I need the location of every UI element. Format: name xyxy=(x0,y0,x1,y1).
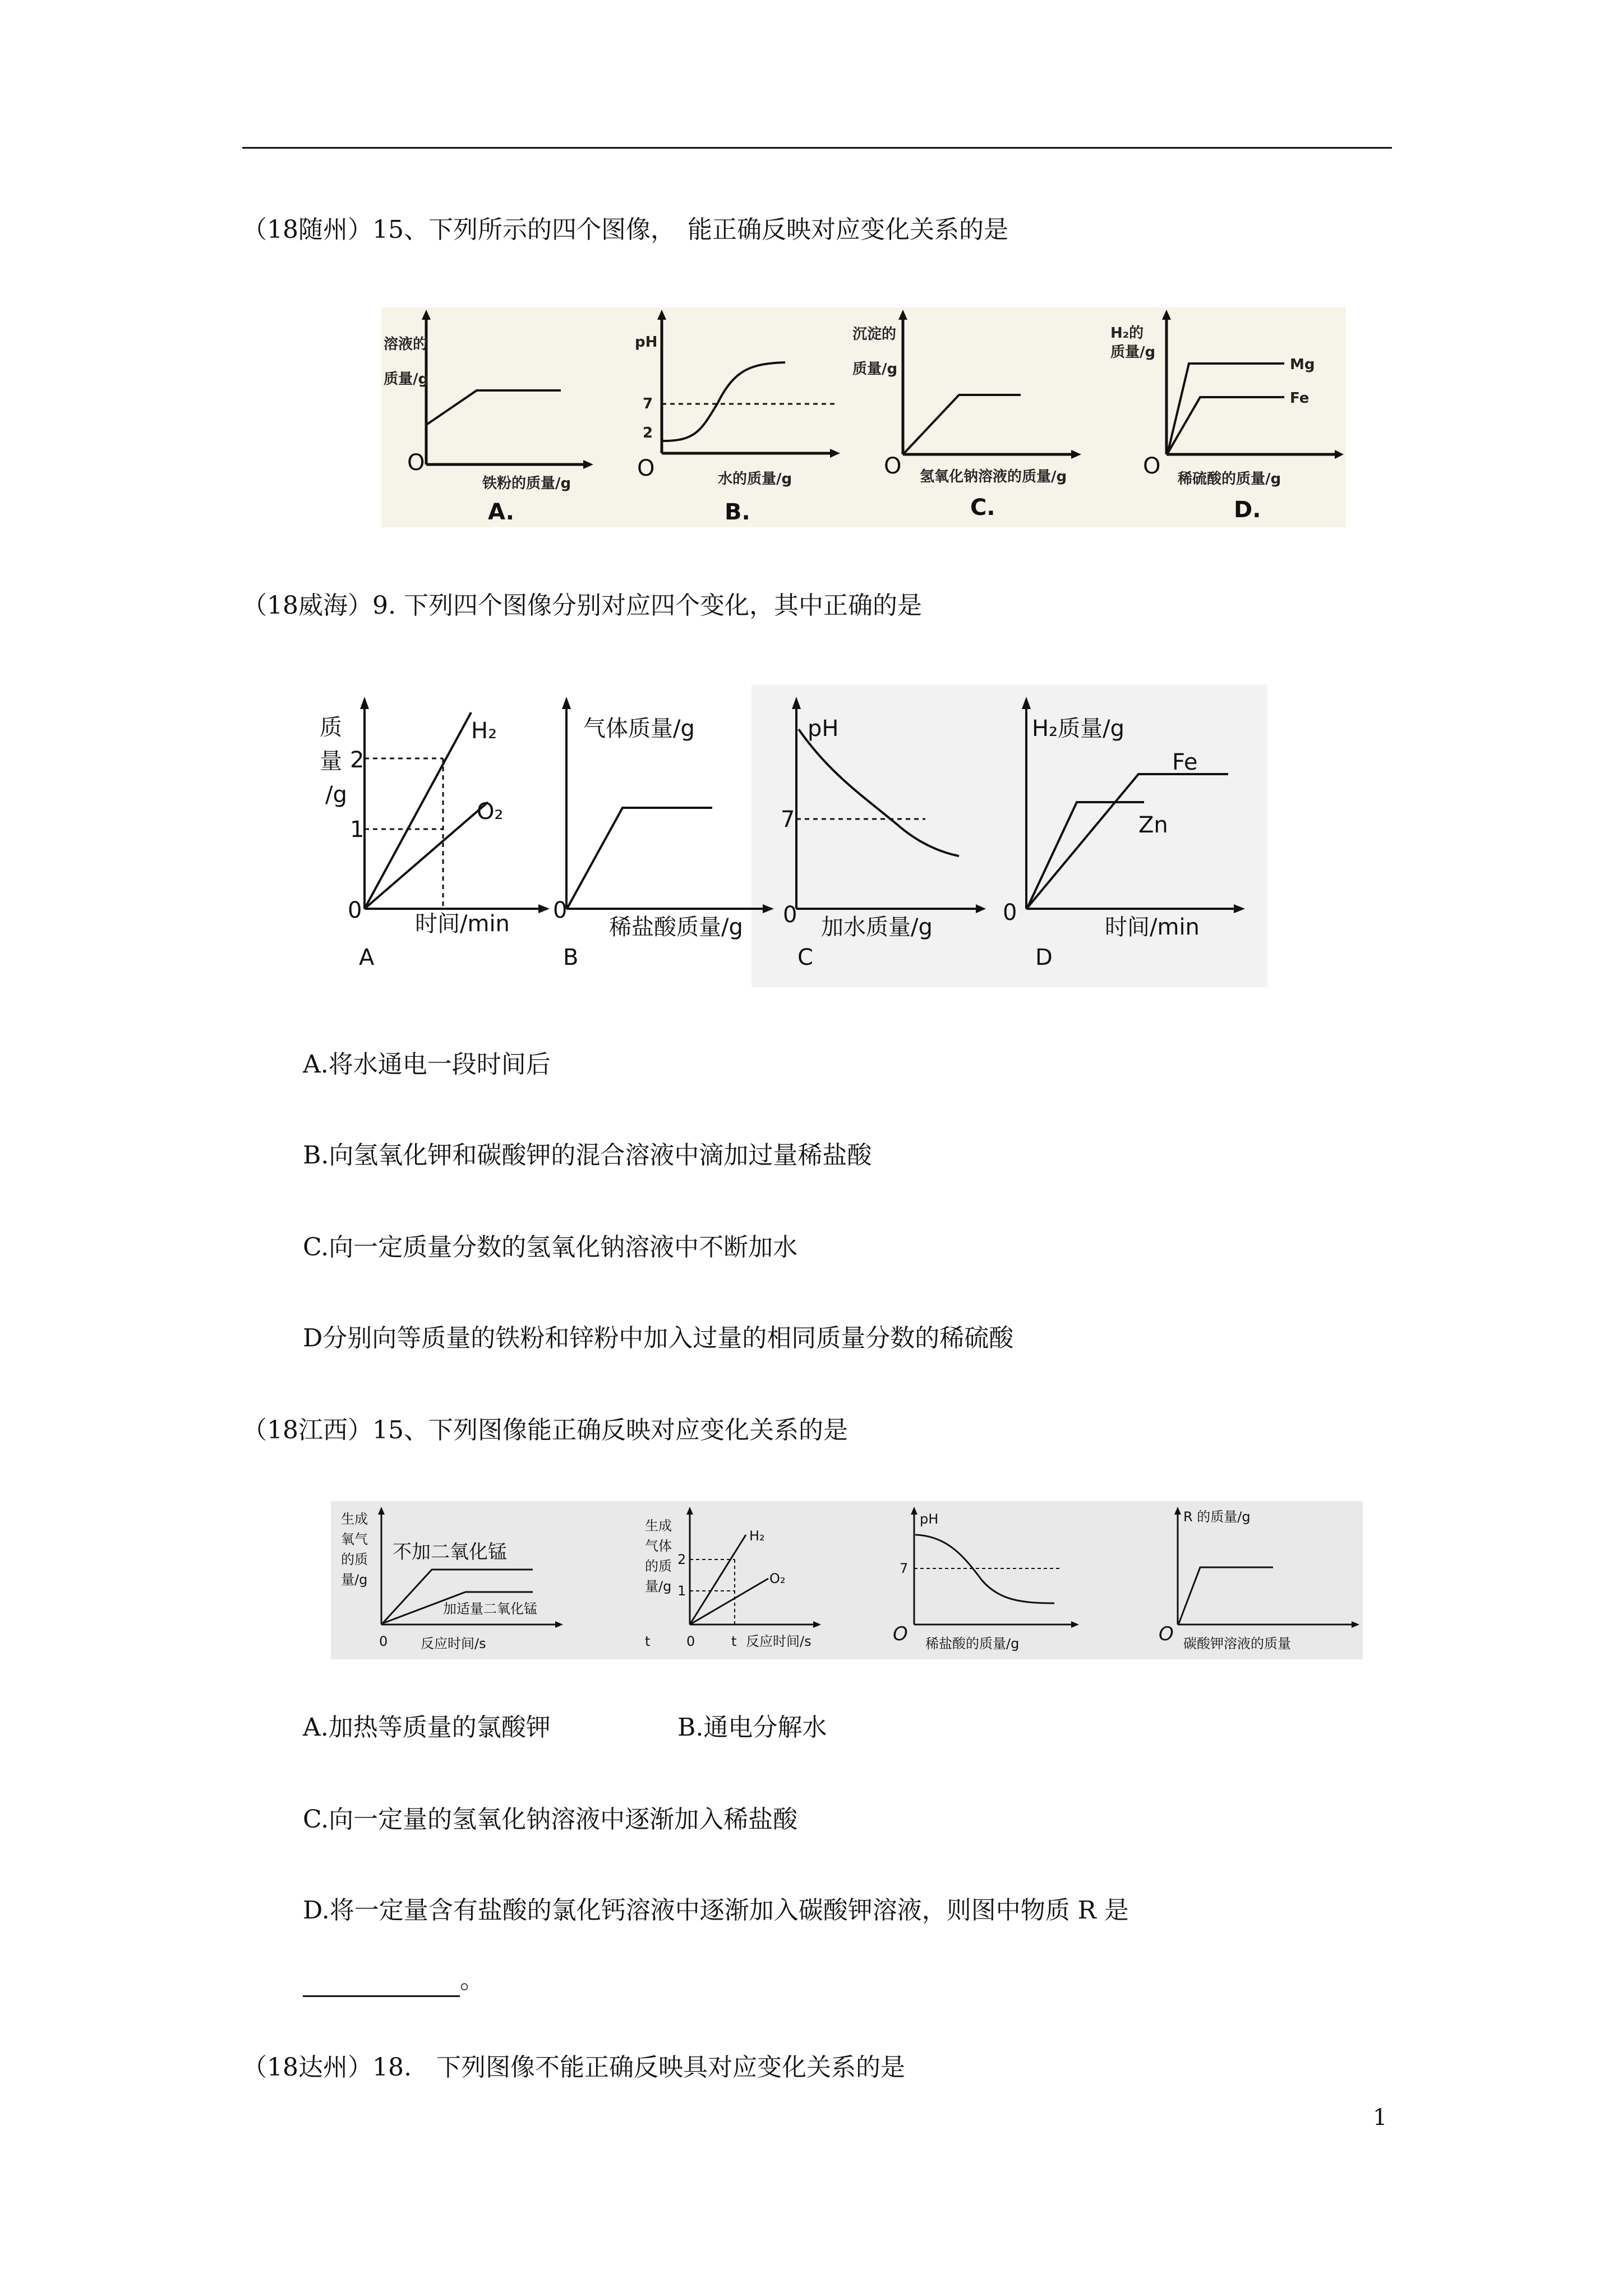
q2-d-series-zn: Zn xyxy=(1138,812,1168,838)
q3-1-series-without-mno2: 不加二氧化锰 xyxy=(393,1541,507,1563)
q1-c-xlabel: 氢氧化钠溶液的质量/g xyxy=(920,468,1067,485)
q3-2-ylabel2: 气体 xyxy=(645,1538,672,1554)
q3-4-origin: O xyxy=(1159,1623,1174,1645)
q3-1-ylabel2: 氧气 xyxy=(341,1531,368,1547)
q3-2-xtick-t: t xyxy=(731,1634,737,1649)
question-stem: （18达州）18. 下列图像不能正确反映具对应变化关系的是 xyxy=(242,2053,905,2082)
answer-line xyxy=(303,1963,485,1997)
q2-a-series-o2: O₂ xyxy=(477,799,504,825)
question-stem: （18威海）9. 下列四个图像分别对应四个变化，其中正确的是 xyxy=(242,591,922,620)
q2-b-xlabel: 稀盐酸质量/g xyxy=(609,914,743,940)
q1-c-ylabel2: 质量/g xyxy=(852,361,898,378)
q2-a-letter: A xyxy=(359,945,375,970)
option-d: D.将一定量含有盐酸的氯化钙溶液中逐渐加入碳酸钾溶液，则图中物质 R 是 xyxy=(303,1896,1129,1925)
option-b: B.通电分解水 xyxy=(677,1713,827,1742)
q3-2-origin: 0 xyxy=(686,1634,695,1649)
q2-d-xlabel: 时间/min xyxy=(1105,914,1200,940)
q3-1-ylabel1: 生成 xyxy=(341,1511,368,1527)
chart-q2-a xyxy=(320,697,550,970)
q2-a-ylabel2: 量 xyxy=(320,748,342,774)
answer-blank[interactable] xyxy=(303,1973,460,1997)
q2-a-series-h2: H₂ xyxy=(471,718,497,744)
page-number: 1 xyxy=(1373,2105,1387,2131)
figure-q1 xyxy=(381,307,1346,527)
option-a: A.加热等质量的氯酸钾 xyxy=(303,1713,551,1742)
q3-2-series-o2: O₂ xyxy=(769,1571,786,1586)
figure-q3 xyxy=(331,1501,1363,1659)
q1-a-origin: O xyxy=(407,450,425,476)
q2-a-tick1: 1 xyxy=(350,817,365,843)
q2-b-origin: 0 xyxy=(553,898,568,923)
q1-a-ylabel1: 溶液的 xyxy=(384,336,428,353)
option-c: C.向一定质量分数的氢氧化钠溶液中不断加水 xyxy=(303,1233,798,1262)
q3-3-origin: O xyxy=(893,1623,908,1645)
header-rule xyxy=(242,147,1392,149)
q2-c-tick7: 7 xyxy=(781,807,795,832)
question-stem: （18江西）15、下列图像能正确反映对应变化关系的是 xyxy=(242,1416,848,1444)
q1-d-letter: D. xyxy=(1234,497,1261,523)
option-d: D分别向等质量的铁粉和锌粉中加入过量的相同质量分数的稀硫酸 xyxy=(303,1324,1014,1352)
q1-c-ylabel1: 沉淀的 xyxy=(852,326,897,343)
q2-c-letter: C xyxy=(797,945,813,970)
q2-d-ylabel1: H₂质量/g xyxy=(1032,716,1124,742)
option-b: B.向氢氧化钾和碳酸钾的混合溶液中滴加过量稀盐酸 xyxy=(303,1141,872,1170)
q3-4-xlabel: 碳酸钾溶液的质量 xyxy=(1183,1636,1291,1651)
q3-2-ylabel3: 的质 xyxy=(645,1558,672,1574)
q2-c-xlabel: 加水质量/g xyxy=(821,914,933,940)
q1-b-xlabel: 水的质量/g xyxy=(718,471,792,487)
q1-b-letter: B. xyxy=(725,499,750,525)
q3-2-ylabel1: 生成 xyxy=(645,1518,672,1534)
answer-line-end: 。 xyxy=(460,1966,485,1994)
q1-b-origin: O xyxy=(637,455,655,481)
q1-d-ylabel1: H₂的 xyxy=(1110,325,1144,342)
q1-d-series-fe: Fe xyxy=(1290,390,1310,407)
q1-d-series-mg: Mg xyxy=(1290,356,1315,373)
q1-b-ylabel1: pH xyxy=(635,334,658,351)
q1-c-origin: O xyxy=(884,453,902,479)
q3-1-ylabel4: 量/g xyxy=(341,1572,368,1588)
option-a: A.将水通电一段时间后 xyxy=(303,1050,551,1079)
q3-1-xlabel: 反应时间/s xyxy=(421,1636,486,1651)
q2-c-origin: 0 xyxy=(783,902,797,928)
q3-1-ylabel3: 的质 xyxy=(341,1552,368,1567)
q1-c-letter: C. xyxy=(970,495,995,521)
q2-b-letter: B xyxy=(563,945,579,970)
q2-d-series-fe: Fe xyxy=(1172,749,1198,775)
q3-3-ylabel1: pH xyxy=(920,1511,939,1527)
q1-a-ylabel2: 质量/g xyxy=(384,371,429,388)
q3-2-xtick-left: t xyxy=(645,1634,651,1649)
q3-2-tick2: 2 xyxy=(677,1552,686,1567)
q1-b-tick2: 2 xyxy=(643,425,653,441)
q2-a-ylabel3: /g xyxy=(325,782,347,808)
q3-3-tick7: 7 xyxy=(900,1561,909,1576)
q2-a-ylabel1: 质 xyxy=(320,715,342,740)
q2-c-ylabel1: pH xyxy=(808,716,839,742)
q2-a-origin: 0 xyxy=(348,898,362,923)
q3-1-series-with-mno2: 加适量二氧化锰 xyxy=(443,1601,537,1617)
q1-d-xlabel: 稀硫酸的质量/g xyxy=(1178,471,1281,487)
q1-d-origin: O xyxy=(1143,453,1161,479)
chart-q2-b xyxy=(553,697,774,970)
q3-4-ylabel1: R 的质量/g xyxy=(1183,1509,1251,1525)
option-c: C.向一定量的氢氧化钠溶液中逐渐加入稀盐酸 xyxy=(303,1805,798,1834)
q1-a-xlabel: 铁粉的质量/g xyxy=(482,475,571,492)
q3-2-tick1: 1 xyxy=(677,1583,686,1599)
q1-a-letter: A. xyxy=(488,499,514,525)
q1-d-ylabel2: 质量/g xyxy=(1110,344,1156,361)
q2-a-tick2: 2 xyxy=(350,747,365,773)
q3-2-xlabel: 反应时间/s xyxy=(746,1634,811,1649)
figure-q2 xyxy=(303,684,1267,987)
q3-3-xlabel: 稀盐酸的质量/g xyxy=(925,1636,1020,1651)
q2-b-ylabel1: 气体质量/g xyxy=(583,716,695,742)
q3-1-origin: 0 xyxy=(379,1634,388,1649)
q2-d-letter: D xyxy=(1035,945,1053,970)
q2-d-origin: 0 xyxy=(1003,900,1017,926)
q3-2-ylabel4: 量/g xyxy=(645,1579,672,1594)
question-stem: （18随州）15、下列所示的四个图像， 能正确反映对应变化关系的是 xyxy=(242,215,1008,244)
q2-a-xlabel: 时间/min xyxy=(415,911,510,937)
q1-b-tick7: 7 xyxy=(643,395,653,412)
q3-2-series-h2: H₂ xyxy=(749,1528,765,1544)
